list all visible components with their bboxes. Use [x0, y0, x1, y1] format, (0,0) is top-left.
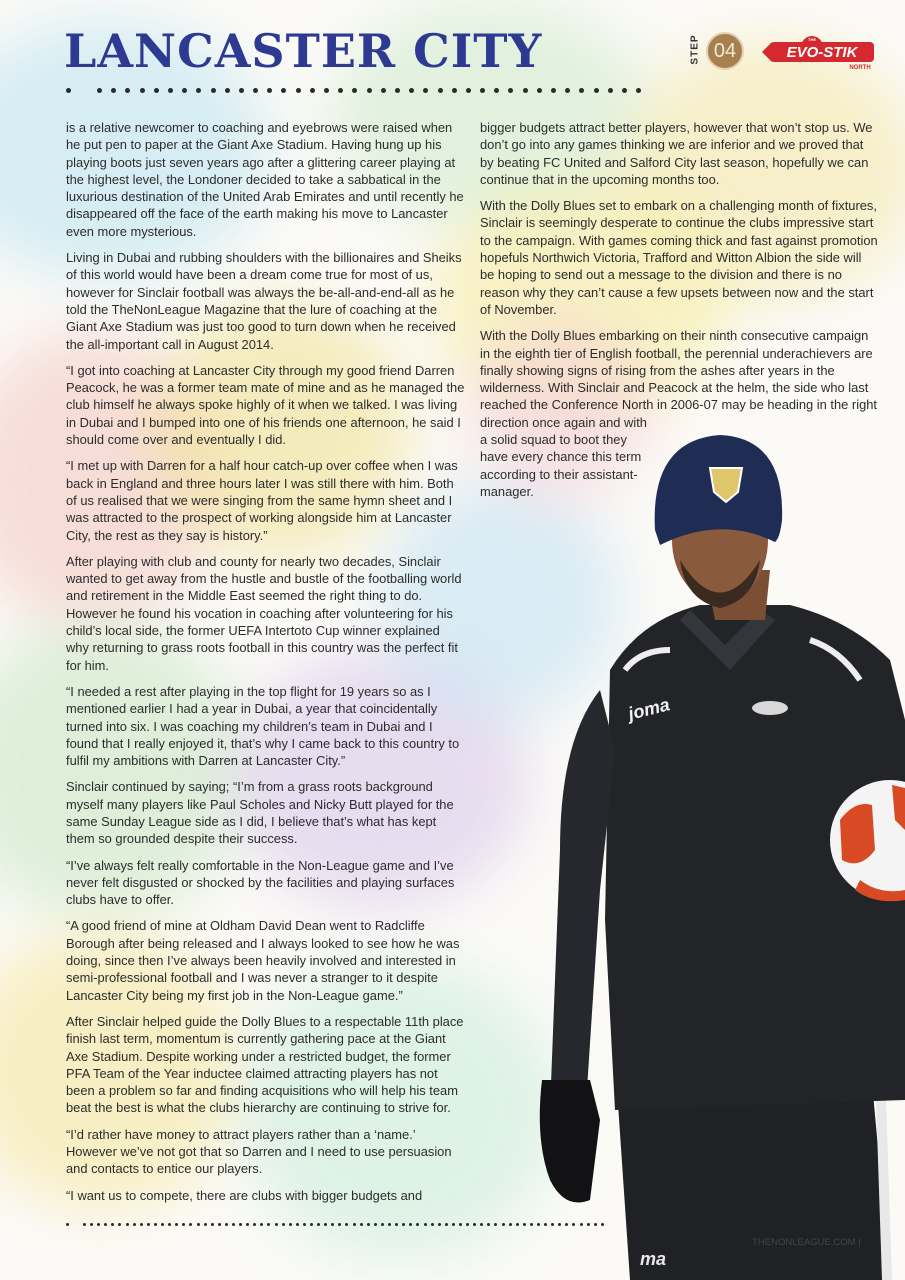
decorative-dot	[338, 1223, 341, 1226]
decorative-dot	[182, 88, 187, 93]
decorative-dot	[409, 88, 414, 93]
decorative-dot	[480, 1223, 483, 1226]
decorative-dot	[367, 88, 372, 93]
step-label: STEP	[689, 34, 701, 65]
decorative-dot	[296, 88, 301, 93]
decorative-dot	[438, 1223, 441, 1226]
paragraph: is a relative newcomer to coaching and eyebrows were raised when he put pen to paper at the Giant Axe Stadium. Having hung up his playing boots just seven years ago after a glittering career playing at the highest level, the Londoner decided to take a sabbatical in the luxurious destination of the United Arab Emirates and until recently he disappeared off the face of the earth making his move to Lancaster even more mysterious.	[66, 120, 464, 239]
decorative-dot	[388, 1223, 391, 1226]
decorative-dot	[395, 88, 400, 93]
decorative-dot	[253, 1223, 256, 1226]
decorative-dot	[466, 88, 471, 93]
paragraph: Sinclair continued by saying; “I’m from a grass roots background myself many players like Paul Scholes and Nicky Butt played for the same Sunday League side as I did, I believe that’s what has kept them so grounded despite their success.	[66, 779, 454, 847]
decorative-dot	[275, 1223, 278, 1226]
decorative-dot	[211, 1223, 214, 1226]
decorative-dot	[544, 1223, 547, 1226]
paragraph: With the Dolly Blues embarking on their ninth consecutive campaign in the eighth tier of English football, the perennial underachievers are finally showing signs of rising from the ashes after years in the wilderness. With Sinclair and Peacock at the helm, the side who last reached the Conference North in 2006-07 may be heading in the right	[480, 328, 878, 413]
paragraph: “I want us to compete, there are clubs with bigger budgets and	[66, 1187, 423, 1203]
step-number-badge: 04	[706, 32, 744, 70]
decorative-dot	[161, 1223, 164, 1226]
decorative-dot	[97, 1223, 100, 1226]
kit-brand-lower-text: ma	[640, 1249, 667, 1269]
page-number: 75	[863, 1236, 875, 1248]
svg-text:THE: THE	[808, 37, 816, 42]
paragraph: “I got into coaching at Lancaster City through my good friend Darren Peacock, he was a former team mate of mine and as he managed the club himself he always spoke highly of it when we talked. I was living in Dubai and I bumped into one of his friends one afternoon, he said I should come over and eventually I did.	[66, 362, 465, 448]
decorative-dot	[168, 88, 173, 93]
decorative-dot	[502, 1223, 505, 1226]
decorative-dot	[338, 88, 343, 93]
paragraph: “I’d rather have money to attract players rather than a ‘name.’ However we’ve not got that so Darren and I need to use persuasion and contacts to entice our players.	[66, 1126, 452, 1177]
decorative-dot	[551, 1223, 554, 1226]
decorative-dot	[367, 1223, 370, 1226]
decorative-dot	[594, 1223, 597, 1226]
decorative-dot	[579, 88, 584, 93]
decorative-dot	[636, 88, 641, 93]
decorative-dot	[111, 1223, 114, 1226]
svg-text:EVO-STIK: EVO-STIK	[786, 44, 858, 61]
paragraph: With the Dolly Blues set to embark on a challenging month of fixtures, Sinclair is seemingly desperate to continue the clubs impressive start to the campaign. With games coming thick and fast against promotion hopefuls Northwich Victoria, Trafford and Witton Albion the side will be hoping to send out a message to the division and there is no reason why they can’t cause a few upsets between now and the start of November.	[480, 198, 878, 317]
kit-brand-text: joma	[626, 694, 672, 724]
decorative-dot	[140, 88, 145, 93]
decorative-dot	[558, 1223, 561, 1226]
decorative-dot	[111, 88, 116, 93]
decorative-dot	[523, 88, 528, 93]
decorative-dot	[282, 1223, 285, 1226]
article-right-column	[480, 119, 878, 509]
decorative-dot	[516, 1223, 519, 1226]
decorative-dot	[445, 1223, 448, 1226]
decorative-dot	[395, 1223, 398, 1226]
decorative-dot	[239, 1223, 242, 1226]
decorative-dot	[608, 88, 613, 93]
decorative-dot	[551, 88, 556, 93]
decorative-dot	[345, 1223, 348, 1226]
decorative-dot	[281, 88, 286, 93]
decorative-dot	[225, 1223, 228, 1226]
decorative-dot	[452, 88, 457, 93]
decorative-dot	[126, 1223, 129, 1226]
decorative-dot	[423, 88, 428, 93]
decorative-dot	[601, 1223, 604, 1226]
step-indicator	[690, 30, 750, 72]
decorative-dot	[296, 1223, 299, 1226]
decorative-dot	[147, 1223, 150, 1226]
decorative-dot	[267, 88, 272, 93]
decorative-dot	[409, 1223, 412, 1226]
decorative-dot	[353, 1223, 356, 1226]
paragraph-wrapped-around-photo: direction once again and with a solid squad to boot they have every chance this term according to their assistant-manager.	[480, 414, 647, 499]
decorative-dot	[317, 1223, 320, 1226]
decorative-dot	[218, 1223, 221, 1226]
footer-site: THENONLEAGUE.COM	[752, 1237, 856, 1248]
decorative-dot	[438, 88, 443, 93]
decorative-dot	[232, 1223, 235, 1226]
decorative-dot	[154, 1223, 157, 1226]
page-title: LANCASTER CITY	[64, 24, 543, 78]
decorative-dot	[118, 1223, 121, 1226]
decorative-dot	[189, 1223, 192, 1226]
decorative-dot	[310, 1223, 313, 1226]
paragraph: bigger budgets attract better players, however that won’t stop us. We don’t go into any games thinking we are inferior and we proved that by beating FC United and Salford City last season, hopefully we can continue that in the upcoming months too.	[480, 120, 873, 187]
decorative-dot	[225, 88, 230, 93]
paragraph: “I needed a rest after playing in the top flight for 19 years so as I mentioned earlier I had a year in Dubai, a year that coincidentally turned into six. I was coaching my children’s team in Dubai and I found that I really enjoyed it, that’s why I came back to this country to fulfil my ambitions with Darren at Lancaster City.”	[66, 683, 460, 769]
coach-photo	[520, 420, 905, 1280]
decorative-dot	[494, 1223, 497, 1226]
decorative-dot	[587, 1223, 590, 1226]
decorative-dot	[565, 88, 570, 93]
svg-text:NORTH: NORTH	[849, 65, 871, 70]
paragraph: “A good friend of mine at Oldham David Dean went to Radcliffe Borough after being released and I always looked to see how he was doing, since then I’ve always been heavily involved and interested in semi-professional football and I was never a stranger to it despite Lancaster City being my first job in the Non-League game.”	[66, 918, 460, 1003]
decorative-dot	[324, 1223, 327, 1226]
paragraph: Living in Dubai and rubbing shoulders with the billionaires and Sheiks of this world would have been a dream come true for most of us, however for Sinclair football was always the be-all-and-end-all as he told the TheNonLeague Magazine that the lure of coaching at the Giant Axe Stadium was just too good to turn down when he received the all-important call in August 2014.	[66, 250, 462, 352]
evostik-north-logo	[760, 34, 878, 70]
decorative-dot	[211, 88, 216, 93]
decorative-dot	[509, 1223, 512, 1226]
decorative-dot	[289, 1223, 292, 1226]
article-left-column	[66, 119, 466, 1213]
paragraph: After playing with club and county for nearly two decades, Sinclair wanted to get away from the hustle and bustle of the footballing world and retirement in the Middle East seemed the right thing to do. However he found his vocation in coaching after volunteering for his child’s local side, the former UEFA Intertoto Cup winner explained why returning to grass roots football in this country was the perfect fit for him.	[66, 553, 462, 673]
decorative-dot	[508, 88, 513, 93]
decorative-dot	[360, 1223, 363, 1226]
footer-dots	[66, 1223, 626, 1226]
decorative-dot	[494, 88, 499, 93]
decorative-dot	[125, 88, 130, 93]
decorative-dot	[530, 1223, 533, 1226]
decorative-dot	[473, 1223, 476, 1226]
decorative-dot	[331, 1223, 334, 1226]
decorative-dot	[175, 1223, 178, 1226]
decorative-dot	[83, 1223, 86, 1226]
decorative-dot	[416, 1223, 419, 1226]
decorative-dot	[580, 1223, 583, 1226]
decorative-dot	[182, 1223, 185, 1226]
page-footer	[752, 1236, 875, 1248]
decorative-dot	[253, 88, 258, 93]
decorative-dot	[239, 88, 244, 93]
decorative-dot	[622, 88, 627, 93]
decorative-dot	[523, 1223, 526, 1226]
decorative-dot	[104, 1223, 107, 1226]
decorative-dot	[168, 1223, 171, 1226]
decorative-dot	[196, 88, 201, 93]
decorative-dot	[381, 88, 386, 93]
decorative-dot	[537, 1223, 540, 1226]
decorative-dot	[352, 88, 357, 93]
footer-separator: |	[855, 1237, 864, 1248]
decorative-dot	[381, 1223, 384, 1226]
decorative-dot	[246, 1223, 249, 1226]
decorative-dot	[303, 1223, 306, 1226]
decorative-dot	[154, 88, 159, 93]
decorative-dot	[402, 1223, 405, 1226]
decorative-dot	[97, 88, 102, 93]
decorative-dot	[594, 88, 599, 93]
paragraph: “I’ve always felt really comfortable in the Non-League game and I’ve never felt disgusted or shocked by the facilities and playing surfaces clubs have to offer.	[66, 857, 455, 908]
decorative-dot	[140, 1223, 143, 1226]
decorative-dot	[90, 1223, 93, 1226]
decorative-dot	[424, 1223, 427, 1226]
decorative-dot	[133, 1223, 136, 1226]
decorative-dot	[487, 1223, 490, 1226]
paragraph: After Sinclair helped guide the Dolly Blues to a respectable 11th place finish last term, momentum is currently gathering pace at the Giant Axe Stadium. Despite working under a restricted budget, the former PFA Team of the Year inductee claimed attracting players has not been a problem so far and finding acquisitions who will help his team beat the best is what the clubs hierarchy are continuing to strive for.	[66, 1013, 464, 1116]
paragraph: “I met up with Darren for a half hour catch-up over coffee when I was back in England and three hours later I was still there with him. Both of us realised that we were singing from the same hymn sheet and I was attracted to the prospect of working alongside him at Lancaster City, the rest as they say is history.”	[66, 458, 458, 543]
title-underline-dots	[66, 88, 666, 93]
decorative-dot	[204, 1223, 207, 1226]
decorative-dot	[267, 1223, 270, 1226]
decorative-dot	[431, 1223, 434, 1226]
decorative-dot	[374, 1223, 377, 1226]
decorative-dot	[260, 1223, 263, 1226]
decorative-dot	[459, 1223, 462, 1226]
decorative-dot	[452, 1223, 455, 1226]
decorative-dot	[537, 88, 542, 93]
decorative-dot	[572, 1223, 575, 1226]
decorative-dot	[565, 1223, 568, 1226]
decorative-dot	[197, 1223, 200, 1226]
decorative-dot	[310, 88, 315, 93]
decorative-dot	[480, 88, 485, 93]
decorative-dot	[466, 1223, 469, 1226]
decorative-dot	[324, 88, 329, 93]
